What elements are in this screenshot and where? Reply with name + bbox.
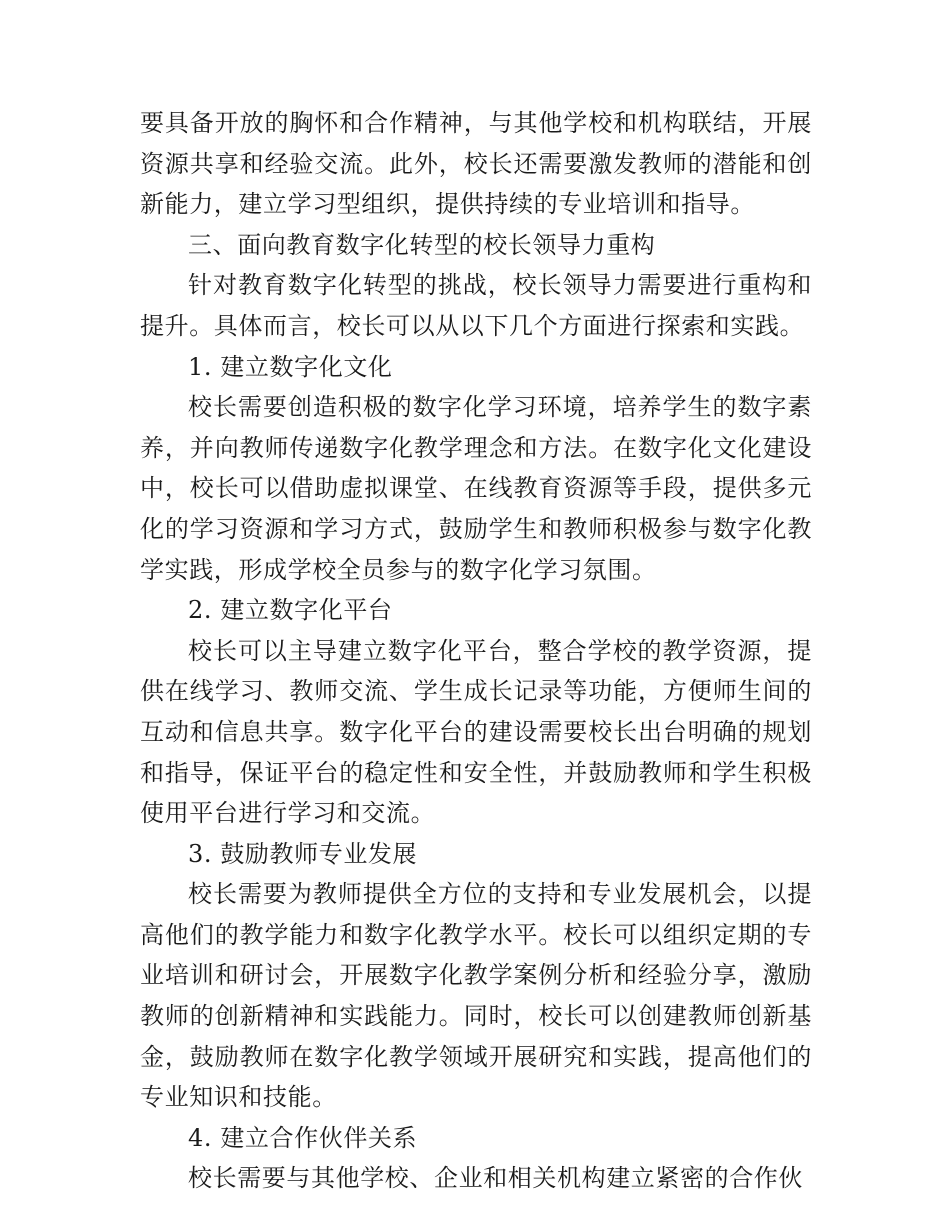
paragraph-digital-culture: 校长需要创造积极的数字化学习环境，培养学生的数字素养，并向教师传递数字化教学理念和方法。在数字化文化建设中，校长可以借助虚拟课堂、在线教育资源等手段，提供多元化的学习资源和学习方式，鼓励学生和教师积极参与数字化教学实践，形成学校全员参与的数字化学习氛围。 (140, 393, 812, 584)
paragraph-intro: 针对教育数字化转型的挑战，校长领导力需要进行重构和提升。具体而言，校长可以从以下几个方面进行探索和实践。 (140, 271, 812, 340)
paragraph-continuation: 要具备开放的胸怀和合作精神，与其他学校和机构联结，开展资源共享和经验交流。此外，校长还需要激发教师的潜能和创新能力，建立学习型组织，提供持续的专业培训和指导。 (140, 109, 812, 219)
paragraph-digital-platform: 校长可以主导建立数字化平台，整合学校的教学资源，提供在线学习、教师交流、学生成长记录等功能，方便师生间的互动和信息共享。数字化平台的建设需要校长出台明确的规划和指导，保证平台的稳定性和安全性，并鼓励教师和学生积极使用平台进行学习和交流。 (140, 636, 812, 828)
subheading-2: 2. 建立数字化平台 (188, 596, 393, 625)
section-heading-3: 三、面向教育数字化转型的校长领导力重构 (188, 230, 656, 259)
paragraph-partnerships: 校长需要与其他学校、企业和相关机构建立紧密的合作伙 (188, 1164, 803, 1193)
subheading-3: 3. 鼓励教师专业发展 (188, 839, 418, 868)
subheading-1: 1. 建立数字化文化 (188, 352, 393, 381)
paragraph-teacher-development: 校长需要为教师提供全方位的支持和专业发展机会，以提高他们的教学能力和数字化教学水平。校长可以组织定期的专业培训和研讨会，开展数字化教学案例分析和经验分享，激励教师的创新精神和实践能力。同时，校长可以创建教师创新基金，鼓励教师在数字化教学领域开展研究和实践，提高他们的专业知识和技能。 (140, 880, 812, 1112)
subheading-4: 4. 建立合作伙伴关系 (188, 1123, 418, 1152)
document-body (140, 103, 812, 1199)
